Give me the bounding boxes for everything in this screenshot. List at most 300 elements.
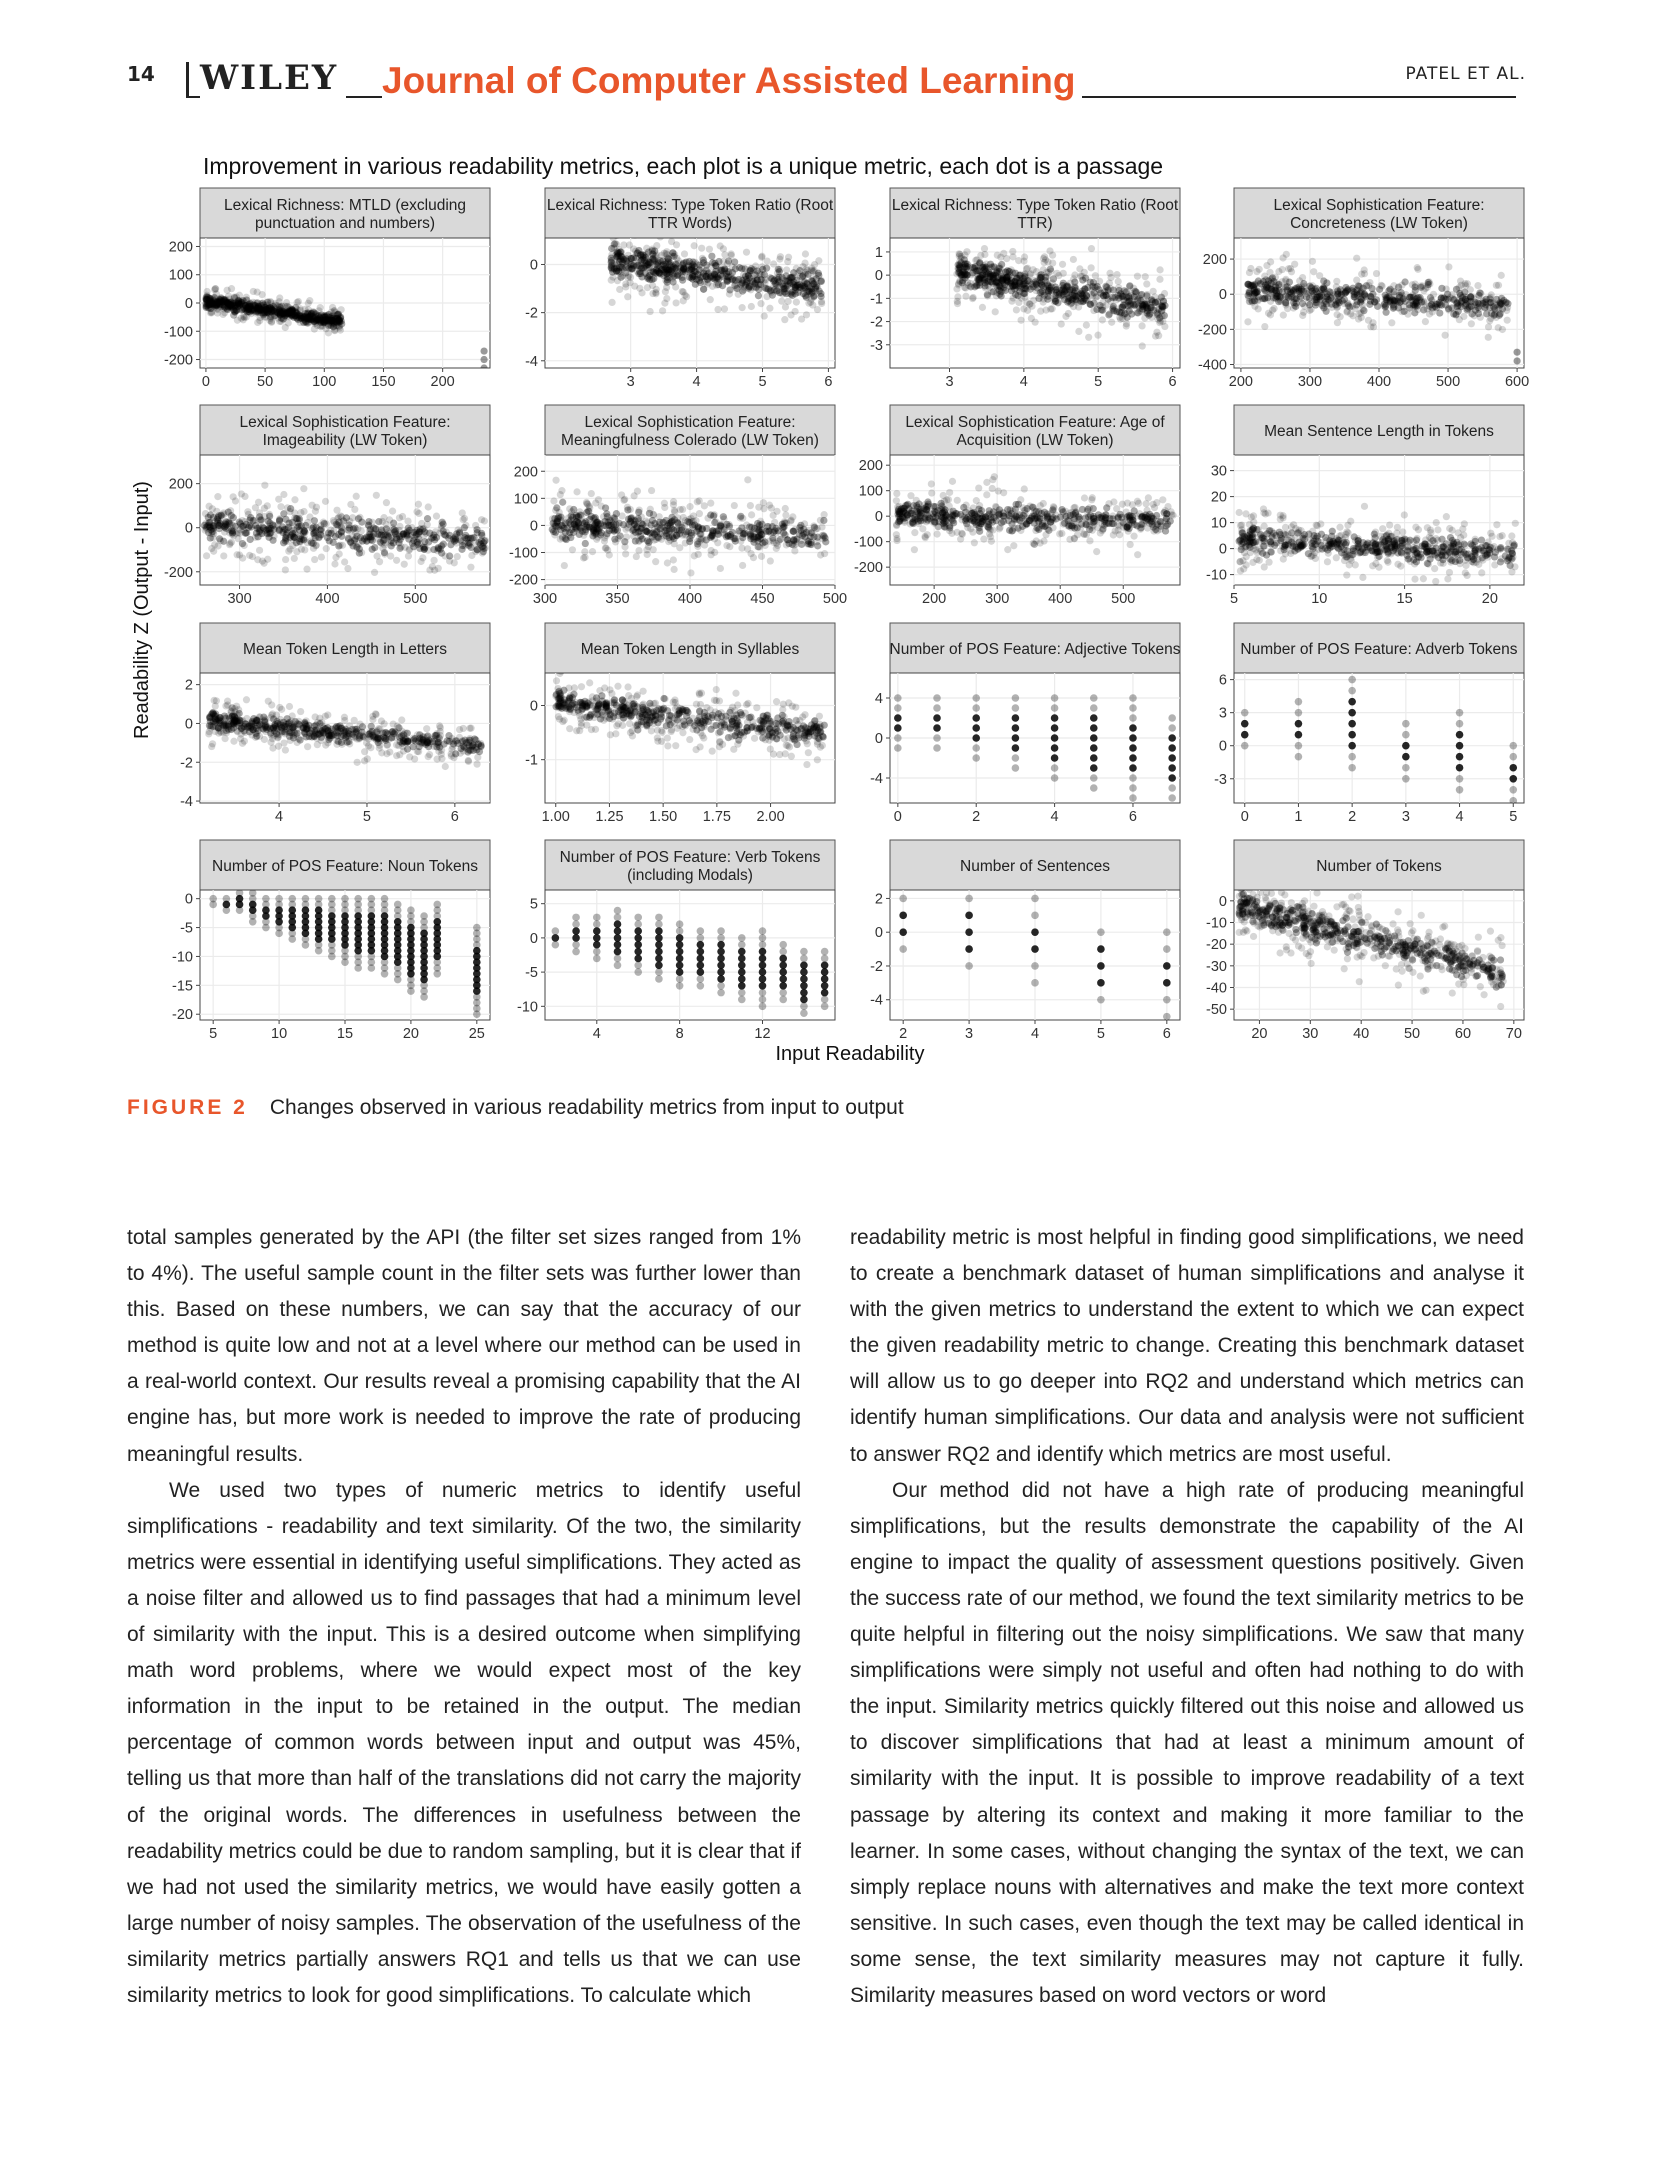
data-point bbox=[283, 299, 290, 306]
data-point bbox=[1086, 537, 1093, 544]
data-point bbox=[481, 517, 488, 524]
data-point bbox=[748, 303, 755, 310]
data-point bbox=[920, 506, 927, 513]
data-point bbox=[691, 242, 698, 249]
running-author: PATEL ET AL. bbox=[1405, 64, 1526, 84]
data-point bbox=[1070, 504, 1077, 511]
data-point bbox=[1478, 569, 1485, 576]
data-point bbox=[284, 308, 291, 315]
data-point bbox=[637, 263, 644, 270]
data-point bbox=[306, 297, 313, 304]
data-point bbox=[257, 517, 264, 524]
data-point bbox=[1367, 323, 1374, 330]
x-tick-label: 0 bbox=[201, 374, 210, 390]
data-point bbox=[574, 523, 581, 530]
data-point bbox=[1297, 295, 1304, 302]
data-point bbox=[214, 493, 221, 500]
data-point bbox=[1041, 514, 1048, 521]
data-point bbox=[962, 293, 969, 300]
data-point bbox=[1089, 286, 1096, 293]
data-point bbox=[979, 275, 986, 282]
facet-strip-title: Lexical Richness: Type Token Ratio (Root bbox=[891, 197, 1179, 214]
data-point bbox=[330, 517, 337, 524]
data-point bbox=[310, 545, 317, 552]
data-point bbox=[694, 270, 701, 277]
data-point bbox=[1286, 294, 1293, 301]
data-point bbox=[789, 280, 796, 287]
data-point bbox=[752, 262, 759, 269]
data-point bbox=[817, 517, 824, 524]
data-point bbox=[758, 553, 765, 560]
data-point bbox=[893, 531, 900, 538]
data-point bbox=[621, 496, 628, 503]
data-point bbox=[322, 498, 329, 505]
data-point bbox=[992, 503, 999, 510]
y-tick-label: 0 bbox=[874, 509, 883, 526]
facet-strip-title: Mean Sentence Length in Tokens bbox=[1264, 423, 1494, 440]
data-point bbox=[1404, 311, 1411, 318]
data-point bbox=[1487, 530, 1494, 537]
data-point bbox=[699, 255, 706, 262]
data-point bbox=[346, 518, 353, 525]
data-point bbox=[569, 546, 576, 553]
data-point bbox=[980, 536, 987, 543]
data-point bbox=[623, 533, 630, 540]
data-point bbox=[640, 252, 647, 259]
data-point bbox=[1266, 269, 1273, 276]
data-point bbox=[1021, 485, 1028, 492]
data-point bbox=[1477, 314, 1484, 321]
data-point bbox=[893, 522, 900, 529]
data-point bbox=[323, 545, 330, 552]
data-point bbox=[651, 253, 658, 260]
data-point bbox=[1093, 548, 1100, 555]
data-point bbox=[1513, 349, 1520, 356]
data-point bbox=[1253, 268, 1260, 275]
x-tick-label: 300 bbox=[1297, 374, 1323, 390]
facet-strip-title: Lexical Richness: MTLD (excluding bbox=[223, 197, 467, 214]
data-point bbox=[551, 521, 558, 528]
x-tick-label: 20 bbox=[1481, 591, 1498, 607]
data-point bbox=[1386, 521, 1393, 528]
data-point bbox=[1088, 245, 1095, 252]
facet-strip-title: Concreteness (LW Token) bbox=[1290, 215, 1468, 232]
data-point bbox=[369, 546, 376, 553]
data-point bbox=[1280, 312, 1287, 319]
data-point bbox=[580, 532, 587, 539]
facet-panel bbox=[854, 405, 1180, 607]
data-point bbox=[1486, 317, 1493, 324]
y-tick-label: -200 bbox=[508, 572, 538, 589]
data-point bbox=[220, 305, 227, 312]
data-point bbox=[810, 522, 817, 529]
data-point bbox=[924, 531, 931, 538]
data-point bbox=[736, 530, 743, 537]
data-point bbox=[997, 254, 1004, 261]
data-point bbox=[300, 485, 307, 492]
data-point bbox=[1513, 357, 1520, 364]
facet-strip-title: Meaningfulness Colerado (LW Token) bbox=[561, 432, 819, 449]
data-point bbox=[1123, 508, 1130, 515]
data-point bbox=[930, 503, 937, 510]
data-point bbox=[996, 524, 1003, 531]
data-point bbox=[250, 288, 257, 295]
data-point bbox=[557, 536, 564, 543]
data-point bbox=[255, 499, 262, 506]
data-point bbox=[1344, 300, 1351, 307]
data-point bbox=[473, 539, 480, 546]
data-point bbox=[1077, 525, 1084, 532]
data-point bbox=[659, 519, 666, 526]
data-point bbox=[425, 503, 432, 510]
data-point bbox=[245, 308, 252, 315]
data-point bbox=[628, 517, 635, 524]
data-point bbox=[334, 311, 341, 318]
data-point bbox=[1445, 306, 1452, 313]
data-point bbox=[819, 535, 826, 542]
y-tick-label: 0 bbox=[184, 296, 193, 312]
data-point bbox=[1391, 296, 1398, 303]
data-point bbox=[1468, 320, 1475, 327]
x-tick-label: 350 bbox=[605, 591, 630, 607]
data-point bbox=[482, 544, 489, 551]
data-point bbox=[588, 490, 595, 497]
data-point bbox=[1097, 529, 1104, 536]
data-point bbox=[387, 553, 394, 560]
facet-strip-title: Acquisition (LW Token) bbox=[956, 432, 1114, 449]
data-point bbox=[573, 488, 580, 495]
data-point bbox=[666, 525, 673, 532]
data-point bbox=[1414, 306, 1421, 313]
data-point bbox=[277, 503, 284, 510]
data-point bbox=[1162, 517, 1169, 524]
data-point bbox=[291, 496, 298, 503]
data-point bbox=[557, 491, 564, 498]
data-point bbox=[480, 356, 487, 363]
facet-panel bbox=[870, 188, 1180, 390]
data-point bbox=[1148, 314, 1155, 321]
data-point bbox=[1059, 261, 1066, 268]
data-point bbox=[1474, 282, 1481, 289]
data-point bbox=[347, 539, 354, 546]
y-tick-label: -200 bbox=[1197, 322, 1227, 339]
data-point bbox=[1139, 342, 1146, 349]
data-point bbox=[1050, 504, 1057, 511]
data-point bbox=[911, 529, 918, 536]
x-tick-label: 200 bbox=[1228, 374, 1254, 390]
data-point bbox=[419, 554, 426, 561]
data-point bbox=[968, 271, 975, 278]
data-point bbox=[233, 293, 240, 300]
data-point bbox=[604, 546, 611, 553]
data-point bbox=[1460, 313, 1467, 320]
data-point bbox=[726, 290, 733, 297]
data-point bbox=[389, 524, 396, 531]
data-point bbox=[1390, 282, 1397, 289]
data-point bbox=[635, 538, 642, 545]
data-point bbox=[1099, 299, 1106, 306]
facet-strip-title: TTR Words) bbox=[647, 215, 733, 232]
data-point bbox=[778, 298, 785, 305]
data-point bbox=[666, 531, 673, 538]
data-point bbox=[1335, 289, 1342, 296]
x-tick-label: 4 bbox=[692, 374, 701, 390]
data-point bbox=[691, 259, 698, 266]
data-point bbox=[737, 538, 744, 545]
data-point bbox=[393, 557, 400, 564]
x-tick-label: 100 bbox=[312, 374, 337, 390]
data-point bbox=[802, 271, 809, 278]
data-point bbox=[1000, 489, 1007, 496]
data-point bbox=[550, 497, 557, 504]
data-point bbox=[1420, 299, 1427, 306]
data-point bbox=[1004, 546, 1011, 553]
data-point bbox=[707, 296, 714, 303]
y-tick-label: 200 bbox=[168, 239, 193, 256]
x-tick-label: 450 bbox=[750, 591, 775, 607]
data-point bbox=[1024, 307, 1031, 314]
data-point bbox=[676, 268, 683, 275]
data-point bbox=[424, 547, 431, 554]
x-tick-label: 3 bbox=[626, 374, 635, 390]
facet-strip-title: Imageability (LW Token) bbox=[262, 432, 428, 449]
data-point bbox=[282, 556, 289, 563]
data-point bbox=[1088, 264, 1095, 271]
data-point bbox=[422, 530, 429, 537]
data-point bbox=[608, 264, 615, 271]
data-point bbox=[785, 298, 792, 305]
data-point bbox=[947, 508, 954, 515]
data-point bbox=[682, 517, 689, 524]
data-point bbox=[300, 536, 307, 543]
x-tick-label: 300 bbox=[985, 591, 1010, 607]
data-point bbox=[1267, 540, 1274, 547]
data-point bbox=[665, 538, 672, 545]
data-point bbox=[1156, 319, 1163, 326]
data-point bbox=[672, 299, 679, 306]
data-point bbox=[650, 511, 657, 518]
data-point bbox=[1088, 496, 1095, 503]
x-tick-label: 500 bbox=[1111, 591, 1136, 607]
data-point bbox=[1115, 278, 1122, 285]
data-point bbox=[767, 557, 774, 564]
data-point bbox=[1493, 282, 1500, 289]
data-point bbox=[1140, 520, 1147, 527]
data-point bbox=[963, 248, 970, 255]
data-point bbox=[1055, 272, 1062, 279]
data-point bbox=[1113, 296, 1120, 303]
data-point bbox=[1059, 291, 1066, 298]
header-divider bbox=[186, 62, 189, 98]
data-point bbox=[274, 314, 281, 321]
data-point bbox=[336, 542, 343, 549]
data-point bbox=[482, 590, 489, 597]
data-point bbox=[671, 508, 678, 515]
data-point bbox=[1151, 293, 1158, 300]
data-point bbox=[1056, 530, 1063, 537]
data-point bbox=[687, 569, 694, 576]
data-point bbox=[358, 549, 365, 556]
data-point bbox=[774, 280, 781, 287]
data-point bbox=[644, 519, 651, 526]
data-point bbox=[1309, 292, 1316, 299]
data-point bbox=[1031, 541, 1038, 548]
data-point bbox=[907, 492, 914, 499]
data-point bbox=[1009, 507, 1016, 514]
data-point bbox=[630, 533, 637, 540]
data-point bbox=[681, 250, 688, 257]
data-point bbox=[714, 306, 721, 313]
data-point bbox=[304, 519, 311, 526]
data-point bbox=[647, 308, 654, 315]
data-point bbox=[783, 541, 790, 548]
data-point bbox=[1442, 332, 1449, 339]
data-point bbox=[757, 300, 764, 307]
data-point bbox=[1141, 299, 1148, 306]
data-point bbox=[1379, 282, 1386, 289]
data-point bbox=[1017, 317, 1024, 324]
data-point bbox=[730, 535, 737, 542]
data-point bbox=[252, 309, 259, 316]
data-point bbox=[894, 503, 901, 510]
data-point bbox=[582, 540, 589, 547]
data-point bbox=[627, 260, 634, 267]
data-point bbox=[987, 533, 994, 540]
data-point bbox=[958, 516, 965, 523]
data-point bbox=[1081, 290, 1088, 297]
data-point bbox=[975, 522, 982, 529]
data-point bbox=[1443, 285, 1450, 292]
data-point bbox=[768, 505, 775, 512]
data-point bbox=[266, 511, 273, 518]
data-point bbox=[1136, 510, 1143, 517]
data-point bbox=[902, 502, 909, 509]
x-tick-label: 5 bbox=[758, 374, 767, 390]
data-point bbox=[576, 508, 583, 515]
facet-panel bbox=[1206, 405, 1524, 607]
data-point bbox=[669, 264, 676, 271]
data-point bbox=[773, 545, 780, 552]
data-point bbox=[1012, 282, 1019, 289]
data-point bbox=[676, 544, 683, 551]
data-point bbox=[619, 512, 626, 519]
data-point bbox=[1492, 302, 1499, 309]
data-point bbox=[704, 515, 711, 522]
data-point bbox=[1066, 516, 1073, 523]
data-point bbox=[583, 522, 590, 529]
data-point bbox=[1075, 328, 1082, 335]
data-point bbox=[203, 525, 210, 532]
data-point bbox=[207, 309, 214, 316]
data-point bbox=[748, 511, 755, 518]
data-point bbox=[1504, 304, 1511, 311]
figure-2 bbox=[120, 140, 1540, 1074]
data-point bbox=[1000, 286, 1007, 293]
data-point bbox=[1046, 247, 1053, 254]
data-point bbox=[355, 540, 362, 547]
data-point bbox=[964, 524, 971, 531]
y-tick-label: 10 bbox=[1210, 515, 1227, 532]
data-point bbox=[404, 532, 411, 539]
data-point bbox=[701, 502, 708, 509]
data-point bbox=[1020, 280, 1027, 287]
data-point bbox=[1083, 321, 1090, 328]
data-point bbox=[782, 511, 789, 518]
data-point bbox=[779, 523, 786, 530]
data-point bbox=[1093, 293, 1100, 300]
x-tick-label: 5 bbox=[1094, 374, 1103, 390]
data-point bbox=[1263, 262, 1270, 269]
data-point bbox=[371, 569, 378, 576]
data-point bbox=[695, 551, 702, 558]
data-point bbox=[655, 535, 662, 542]
data-point bbox=[204, 293, 211, 300]
data-point bbox=[1361, 503, 1368, 510]
data-point bbox=[747, 502, 754, 509]
data-point bbox=[663, 284, 670, 291]
data-point bbox=[654, 262, 661, 269]
y-tick-label: -10 bbox=[1206, 567, 1227, 584]
data-point bbox=[1013, 306, 1020, 313]
data-point bbox=[1282, 276, 1289, 283]
data-point bbox=[214, 542, 221, 549]
x-tick-label: 400 bbox=[1366, 374, 1392, 390]
data-point bbox=[928, 489, 935, 496]
data-point bbox=[915, 520, 922, 527]
data-point bbox=[1027, 517, 1034, 524]
data-point bbox=[1398, 282, 1405, 289]
data-point bbox=[1299, 540, 1306, 547]
data-point bbox=[1145, 494, 1152, 501]
facet-strip-title: Lexical Sophistication Feature: bbox=[1273, 197, 1485, 214]
data-point bbox=[765, 523, 772, 530]
data-point bbox=[208, 545, 215, 552]
data-point bbox=[941, 508, 948, 515]
data-point bbox=[1090, 307, 1097, 314]
data-point bbox=[1138, 322, 1145, 329]
data-point bbox=[559, 499, 566, 506]
data-point bbox=[1094, 332, 1101, 339]
data-point bbox=[1015, 257, 1022, 264]
data-point bbox=[794, 269, 801, 276]
data-point bbox=[215, 298, 222, 305]
data-point bbox=[241, 493, 248, 500]
data-point bbox=[254, 556, 261, 563]
data-point bbox=[811, 287, 818, 294]
data-point bbox=[354, 525, 361, 532]
data-point bbox=[682, 539, 689, 546]
data-point bbox=[619, 254, 626, 261]
data-point bbox=[1291, 302, 1298, 309]
data-point bbox=[619, 265, 626, 272]
data-point bbox=[1236, 509, 1243, 516]
data-point bbox=[1263, 288, 1270, 295]
data-point bbox=[1420, 287, 1427, 294]
data-point bbox=[289, 525, 296, 532]
data-point bbox=[728, 250, 735, 257]
data-point bbox=[817, 551, 824, 558]
data-point bbox=[991, 473, 998, 480]
data-point bbox=[1316, 272, 1323, 279]
data-point bbox=[790, 537, 797, 544]
data-point bbox=[784, 258, 791, 265]
data-point bbox=[1113, 505, 1120, 512]
y-tick-label: 1 bbox=[874, 244, 883, 261]
data-point bbox=[1134, 551, 1141, 558]
data-point bbox=[1353, 255, 1360, 262]
data-point bbox=[565, 532, 572, 539]
data-point bbox=[312, 508, 319, 515]
